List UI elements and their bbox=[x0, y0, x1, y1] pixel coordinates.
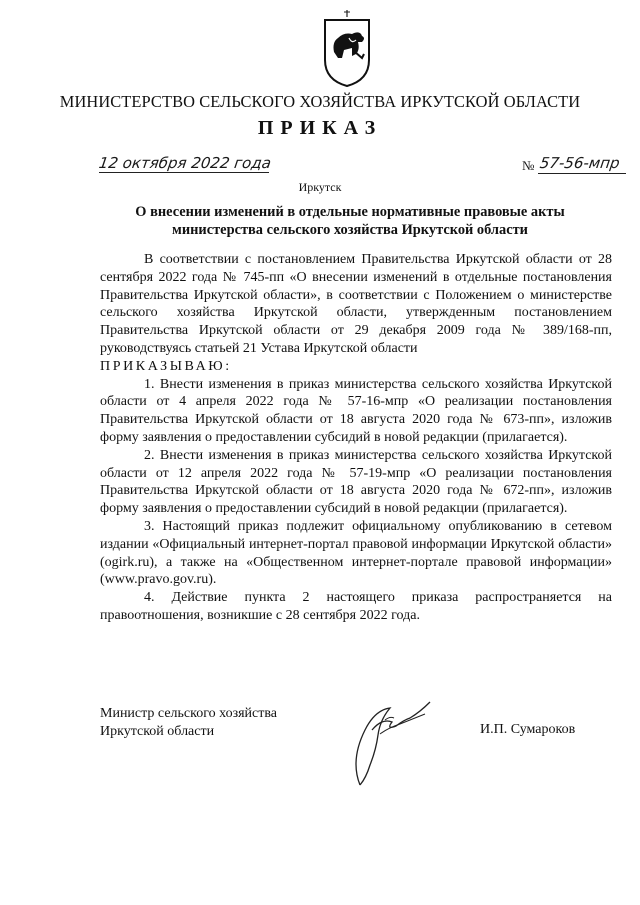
preamble-paragraph: В соответствии с постановлением Правительства Иркутской области от 28 сентября 2022 года № 745-пп «О внесении изменений в отдельные постановления Правительства Иркутской области», в соответствии с Положением о министерстве сельского хозяйства Иркутской области, утвержденным постановлением Правительства Иркутской области от 29 декабря 2009 года № 389/168-пп, руководствуясь статьей 21 Устава Иркутской области bbox=[100, 252, 612, 356]
document-subject: О внесении изменений в отдельные нормативные правовые акты министерства сельского хозяйства Иркутской области bbox=[135, 204, 565, 238]
handwritten-signature-icon bbox=[330, 690, 440, 800]
order-item-4: 4. Действие пункта 2 настоящего приказа распространяется на правоотношения, возникшие с 28 сентября 2022 года. bbox=[100, 590, 612, 623]
coat-of-arms-icon bbox=[322, 8, 372, 88]
order-item-2: 2. Внести изменения в приказ министерства сельского хозяйства Иркутской области от 12 апреля 2022 года № 57-19-мпр «О реализации постановления Правительства Иркутской области от 18 августа 2020 года № 672-пп», изложив форму заявления о предоставлении субсидий в новой редакции (прилагается). bbox=[100, 447, 612, 517]
signatory-position bbox=[100, 705, 360, 741]
order-word: ПРИКАЗЫВАЮ: bbox=[100, 358, 232, 374]
number-underline bbox=[538, 173, 626, 174]
city-label: Иркутск bbox=[298, 180, 342, 194]
ministry-name: МИНИСТЕРСТВО СЕЛЬСКОГО ХОЗЯЙСТВА ИРКУТСКОЙ ОБЛАСТИ bbox=[59, 92, 581, 111]
number-sign: № bbox=[522, 158, 535, 173]
order-item-1: 1. Внести изменения в приказ министерства сельского хозяйства Иркутской области от 4 апреля 2022 года № 57-16-мпр «О реализации постановления Правительства Иркутской области от 18 августа 2020 года № 673-пп», изложив форму заявления о предоставлении субсидий в новой редакции (прилагается). bbox=[100, 376, 612, 445]
handwritten-order-number: 57-56-мпр bbox=[538, 154, 621, 172]
order-item-3: 3. Настоящий приказ подлежит официальному опубликованию в сетевом издании «Официальный интернет-портал правовой информации Иркутской области» (ogirk.ru), а также на «Общественном интернет-портале правовой информации» (www.pravo.gov.ru). bbox=[100, 518, 612, 588]
signatory-name: И.П. Сумароков bbox=[480, 722, 576, 737]
document-body bbox=[100, 251, 612, 625]
document-type-title: ПРИКАЗ bbox=[257, 117, 383, 139]
position-line-2: Иркутской области bbox=[100, 724, 215, 739]
position-line-1: Министр сельского хозяйства bbox=[100, 706, 277, 721]
date-underline bbox=[99, 172, 269, 173]
handwritten-date: 12 октября 2022 года bbox=[97, 154, 273, 172]
